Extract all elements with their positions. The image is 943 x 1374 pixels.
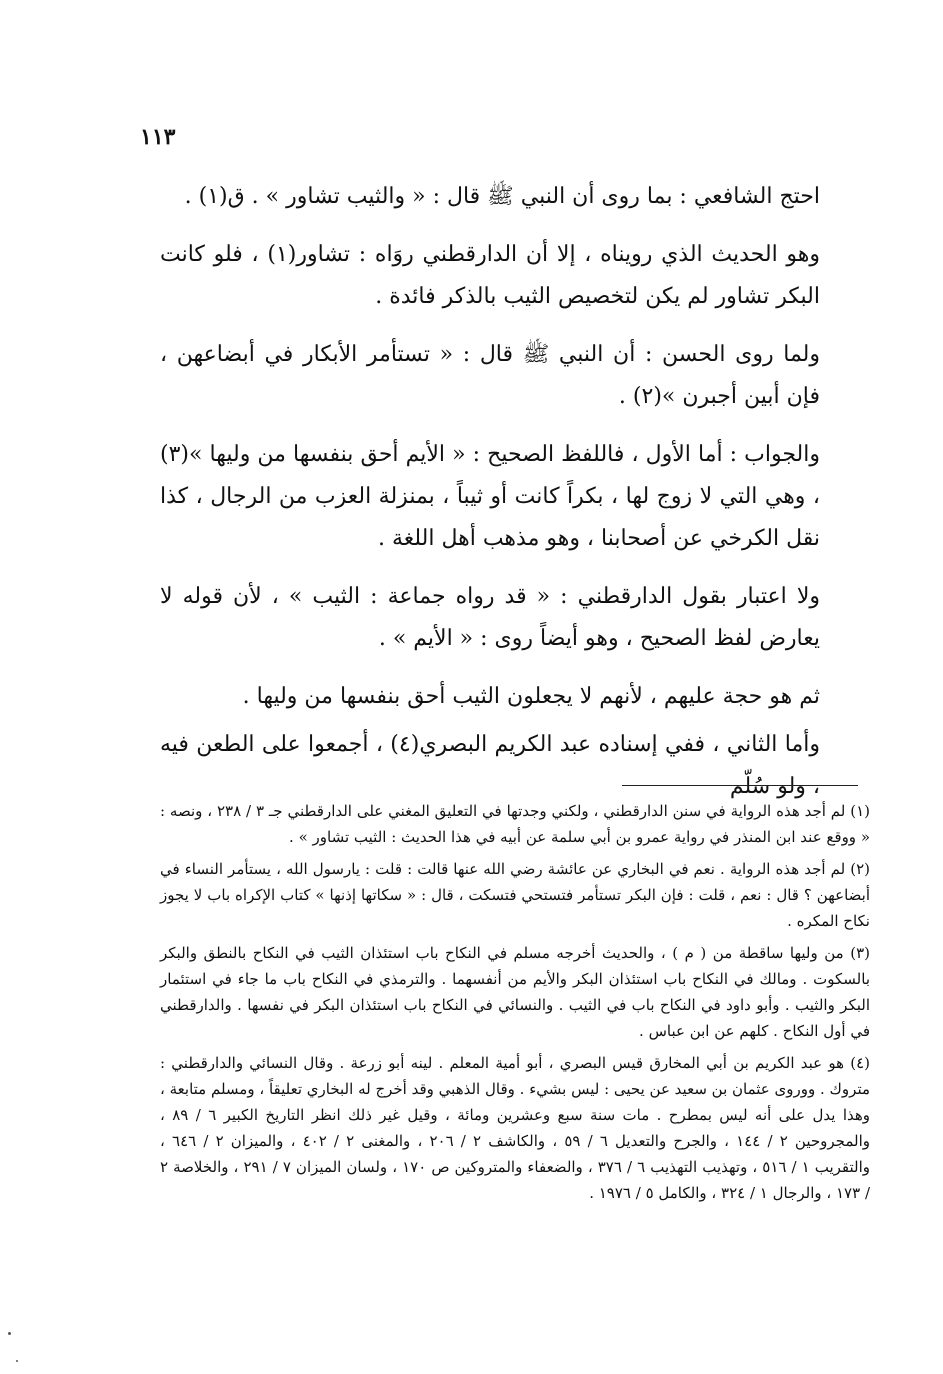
scan-speck <box>16 1360 18 1362</box>
paragraph: والجواب : أما الأول ، فاللفظ الصحيح : « الأيم أحق بنفسها من وليها »(٣) ، وهي التي لا زوج لها ، بكراً كانت أو ثيباً ، بمنزلة العزب من الرجال ، كذا نقل الكرخي عن أصحابنا ، وهو مذهب أهل اللغة . <box>160 442 820 551</box>
footnotes <box>160 798 870 1212</box>
footnote: (٢) لم أجد هذه الرواية . نعم في البخاري عن عائشة رضي الله عنها قالت : قلت : يارسول الله ، يستأمر النساء في أبضاعهن ؟ قال : نعم ، قلت : فإن البكر تستأمر فتستحي فتسكت ، قال : « سكاتها إذنها » كتاب الإكراه باب لا يجوز نكاح المكره . <box>160 860 870 930</box>
footnote-divider <box>622 785 858 786</box>
footnote: (٤) هو عبد الكريم بن أبي المخارق قيس البصري ، أبو أمية المعلم . لينه أبو زرعة . وقال النسائي والدارقطني : متروك . ووروى عثمان بن سعيد عن يحيى : ليس بشيء . وقال الذهبي وقد أخرج له البخاري تعليقاً ، ومسلم متابعة ، وهذا يدل على أنه ليس بمطرح . مات سنة سبع وعشرين ومائة ، وقيل غير ذلك انظر التاريخ الكبير ٦ / ٨٩ ، والمجروحين ٢ / ١٤٤ ، والجرح والتعديل ٦ / ٥٩ ، والكاشف ٢ / ٢٠٦ ، والمغنى ٢ / ٤٠٢ ، والميزان ٢ / ٦٤٦ ، والتقريب ١ / ٥١٦ ، وتهذيب التهذيب ٦ / ٣٧٦ ، والضعفاء والمتروكين ص ١٧٠ ، ولسان الميزان ٧ / ٢٩١ ، والخلاصة ٢ / ١٧٣ ، والرجال ١ / ٣٢٤ ، والكامل ٥ / ١٩٧٦ . <box>160 1054 871 1202</box>
paragraph: احتج الشافعي : بما روى أن النبي ﷺ قال : « والثيب تشاور » . ق(١) . <box>184 184 820 209</box>
paragraph: وهو الحديث الذي رويناه ، إلا أن الدارقطني روَاه : تشاور(١) ، فلو كانت البكر تشاور لم يكن لتخصيص الثيب بالذكر فائدة . <box>160 242 820 309</box>
paragraph: ولما روى الحسن : أن النبي ﷺ قال : « تستأمر الأبكار في أبضاعهن ، فإن أبين أجبرن »(٢) . <box>160 342 820 409</box>
main-text <box>160 176 820 824</box>
footnote: (١) لم أجد هذه الرواية في سنن الدارقطني ، ولكني وجدتها في التعليق المغني على الدارقطني جـ ٣ / ٢٣٨ ، ونصه : « ووقع عند ابن المنذر في رواية عمرو بن أبي سلمة عن أبيه في هذا الحديث : الثيب تشاور » . <box>160 802 870 846</box>
paragraph: وأما الثاني ، ففي إسناده عبد الكريم البصري(٤) ، أجمعوا على الطعن فيه ، ولو سُلّم <box>160 732 821 799</box>
page-number: ١١٣ <box>140 124 176 150</box>
paragraph: ولا اعتبار بقول الدارقطني : « قد رواه جماعة : الثيب » ، لأن قوله لا يعارض لفظ الصحيح ، وهو أيضاً روى : « الأيم » . <box>160 584 820 651</box>
scan-speck <box>8 1332 11 1335</box>
footnote: (٣) من وليها ساقطة من ( م ) ، والحديث أخرجه مسلم في النكاح باب استئذان الثيب في النكاح بالنطق والبكر بالسكوت . ومالك في النكاح باب استئذان البكر والأيم من أنفسهما . والترمذي في النكاح باب ما جاء في استئمار البكر والثيب . وأبو داود في النكاح باب في الثيب . والنسائي في النكاح باب استئذان البكر في نفسها . والدارقطني في أول النكاح . كلهم عن ابن عباس . <box>160 944 870 1040</box>
paragraph: ثم هو حجة عليهم ، لأنهم لا يجعلون الثيب أحق بنفسها من وليها . <box>242 684 820 709</box>
